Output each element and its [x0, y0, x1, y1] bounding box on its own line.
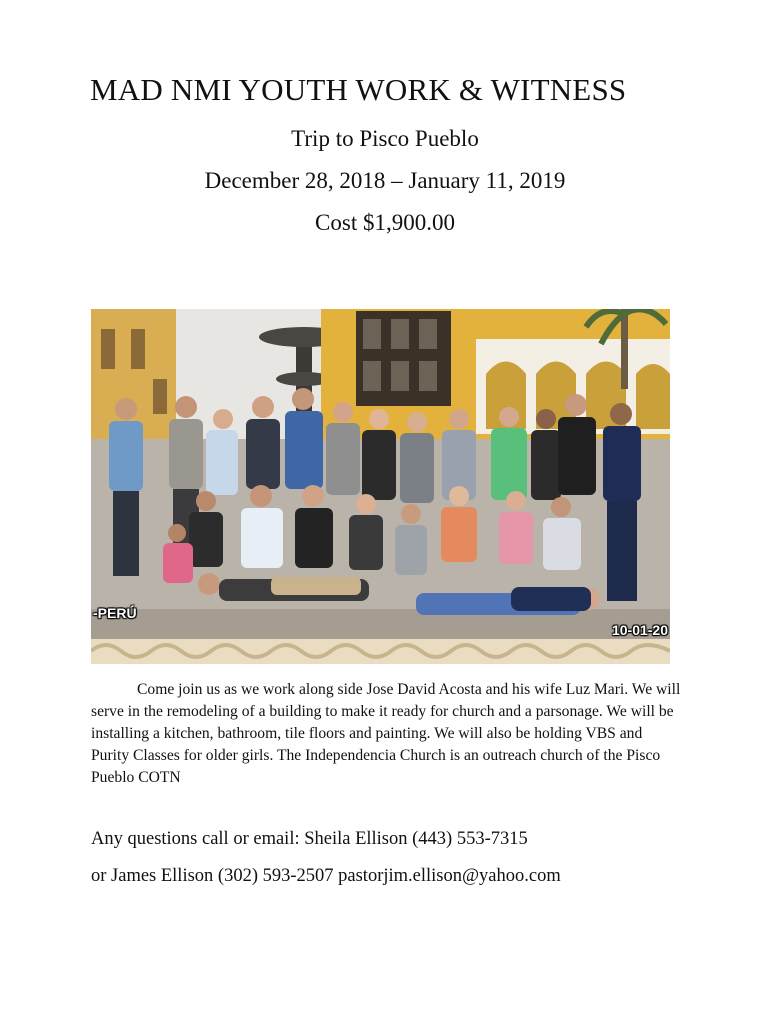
contact-line-james: or James Ellison (302) 593-2507 pastorjim.ellison@yahoo.com: [91, 866, 561, 886]
flyer-title: MAD NMI YOUTH WORK & WITNESS: [90, 72, 627, 107]
trip-dates: December 28, 2018 – January 11, 2019: [204, 168, 566, 193]
group-photo-illustration: [91, 309, 670, 664]
description-paragraph: [91, 679, 681, 789]
photo-date-stamp: 10-01-20: [611, 622, 668, 638]
trip-destination: Trip to Pisco Pueblo: [291, 126, 479, 151]
description-text: Come join us as we work along side Jose David Acosta and his wife Luz Mari. We will serve in the remodeling of a building to make it ready for church and a parsonage. We will be installing a kitchen, bathroom, tile floors and painting. We will also be holding VBS and Purity Classes for older girls. The Independencia Church is an outreach church of the Pisco Pueblo COTN: [91, 681, 681, 786]
trip-cost: Cost $1,900.00: [315, 210, 455, 235]
group-photo: [91, 309, 670, 664]
contact-line-sheila: Any questions call or email: Sheila Ellison (443) 553-7315: [91, 829, 528, 849]
photo-location-stamp: -PERÚ: [93, 605, 137, 621]
